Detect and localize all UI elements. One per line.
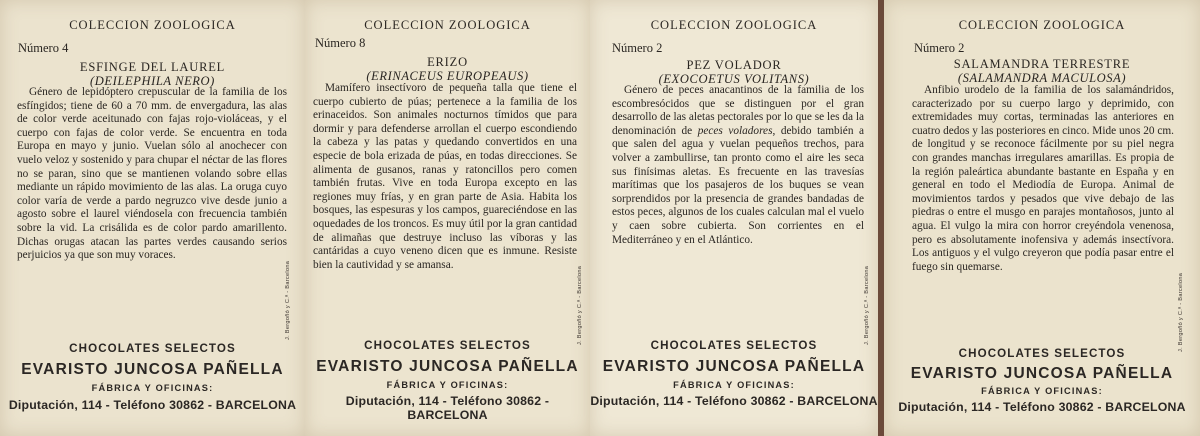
printer-credit: J. Bergoñó y C.ª - Barcelona — [1178, 272, 1184, 352]
species-name — [590, 58, 878, 86]
printer-credit: J. Bergoñó y C.ª - Barcelona — [864, 265, 870, 345]
card-erizo — [305, 0, 590, 436]
footer-chocolates: CHOCOLATES SELECTOS — [650, 339, 818, 352]
footer-fabrica: FÁBRICA Y OFICINAS: — [981, 386, 1103, 396]
printer-credit: J. Bergoñó y C.ª - Barcelona — [285, 260, 291, 340]
latin-name: (DEILEPHILA NERO) — [90, 74, 215, 88]
common-name: SALAMANDRA TERRESTRE — [953, 57, 1131, 71]
description-text-2: , debido también a que salen del agua y vuelan pequeños trechos, para volver a zambullirse, tan pronto como el aire les seca sus finísimas aletas. Es frecuente en las travesías marítimas que los pasajeros de los buques se vean sorprendidos por la presencia de grandes bandadas de estos peces, algunos de los cuales calculan mal el vuelo y caen sobre cubierta. Son corrientes en el Mediterráneo y en el Atlántico. — [612, 124, 865, 246]
common-name: PEZ VOLADOR — [686, 58, 782, 72]
footer-fabrica: FÁBRICA Y OFICINAS: — [673, 380, 795, 390]
card-number: Número 2 — [612, 41, 663, 55]
description: Mamífero insectívoro de pequeña talla que tiene el cuerpo cubierto de púas; pertenece a la familia de los erinaceidos. Son animales nocturnos tímidos que para dormir y para defenderse arrollan el cuerpo escondiendo la cabeza y las patas y quedando convertidos en una especie de bola erizada de púas, en todas direcciones. Se alimenta de gusanos, ranas y ratoncillos pero comen también frutas. Vive en toda Europa excepto en las regiones muy frías, y en gran parte de Asia. Habita los bosques, las espesuras y los campos, guareciéndose en las oquedades de los troncos. Es muy útil por la gran cantidad de alimañas que destruye incluso las víboras y las cantáridas a cuyo veneno dicen que es inmune. Resiste bien la cautividad y se amansa. — [313, 82, 577, 271]
latin-name: (EXOCOETUS VOLITANS) — [658, 72, 810, 86]
footer-address: Diputación, 114 - Teléfono 30862 - BARCELONA — [898, 400, 1186, 414]
common-name: ESFINGE DEL LAUREL — [79, 60, 226, 74]
footer-fabrica: FÁBRICA Y OFICINAS: — [91, 383, 214, 393]
printer-credit: J. Bergoñó y C.ª - Barcelona — [577, 265, 583, 345]
card-esfinge-del-laurel — [0, 0, 305, 436]
card-pez-volador — [590, 0, 878, 436]
latin-name: (SALAMANDRA MACULOSA) — [957, 71, 1127, 85]
footer-address: Diputación, 114 - Teléfono 30862 - BARCELONA — [345, 394, 550, 422]
card-number: Número 4 — [18, 41, 69, 55]
footer-company: EVARISTO JUNCOSA PAÑELLA — [910, 365, 1174, 382]
common-name: ERIZO — [427, 55, 468, 69]
footer-chocolates: CHOCOLATES SELECTOS — [958, 347, 1126, 360]
card-number: Número 2 — [914, 41, 965, 55]
footer-chocolates: CHOCOLATES SELECTOS — [69, 342, 236, 355]
description: Género de lepidóptero crepuscular de la familia de los esfíngidos; tiene de 60 a 70 mm. de envergadura, las alas de color verde aceitunado con fajas rojo-violáceas, y el cuerpo con fajas de color verde. Se encuentra en toda Europa en mayo y junio. Vuelan sólo al anochecer con vuelo veloz y sostenido y para chupar el néctar de las flores no se paran, sino que se mantienen volando sobre ellas mediante un rápido movimiento de las alas. La oruga cuyo color varía de verde a pardo negruzco vive desde junio a agosto sobre el laurel viéndosela con frecuencia también sobre la vid. La crisálida es de color pardo amarillento. Dichas orugas atacan las partes verdes causando serios perjuicios ya que son muy voraces. — [17, 86, 287, 262]
species-name — [0, 60, 305, 88]
card-salamandra-terrestre — [884, 0, 1200, 436]
collection-title: COLECCION ZOOLOGICA — [364, 18, 531, 32]
card-number: Número 8 — [315, 36, 366, 50]
footer-company: EVARISTO JUNCOSA PAÑELLA — [21, 361, 284, 378]
collection-title: COLECCION ZOOLOGICA — [958, 18, 1126, 32]
latin-name: (ERINACEUS EUROPEAUS) — [366, 69, 529, 83]
collection-title: COLECCION ZOOLOGICA — [69, 18, 236, 32]
description-text-1: Género de peces anacantinos de la familia de los escombresócidos que se distinguen por el gran desarrollo de las aletas pectorales por lo que se les da la denominación de — [612, 84, 864, 137]
description-italic: peces voladores — [697, 124, 773, 137]
collection-title: COLECCION ZOOLOGICA — [650, 18, 818, 32]
description: Anfibio urodelo de la familia de los salamándridos, caracterizado por su cuerpo largo y deprimido, con extremidades muy cortas, terminadas las anteriores en cuatro dedos y las posteriores en cinco. Mide unos 20 cm. de longitud y se reconoce fácilmente por su piel negra con grandes manchas irregulares amarillas. Es propia de la región paleártica abundante bastante en España y en general en todo el Mediodía de Europa. Animal de movimientos tardos y pesados que vive debajo de las piedras o entre el musgo en parajes montañosos, junto al agua. El vulgo la mira con horror creyéndola venenosa, pero es absolutamente inofensiva y además insectívora. Los antiguos y el vulgo creyeron que podía pasar entre el fuego sin quemarse. — [912, 84, 1174, 273]
footer-address: Diputación, 114 - Teléfono 30862 - BARCELONA — [590, 394, 878, 408]
footer-company: EVARISTO JUNCOSA PAÑELLA — [316, 358, 579, 375]
species-name — [884, 57, 1200, 85]
footer-address: Diputación, 114 - Teléfono 30862 - BARCELONA — [8, 398, 297, 412]
description — [612, 84, 864, 247]
footer-chocolates: CHOCOLATES SELECTOS — [364, 339, 531, 352]
species-name — [305, 55, 590, 83]
footer-fabrica: FÁBRICA Y OFICINAS: — [386, 380, 509, 390]
footer-company: EVARISTO JUNCOSA PAÑELLA — [602, 358, 866, 375]
